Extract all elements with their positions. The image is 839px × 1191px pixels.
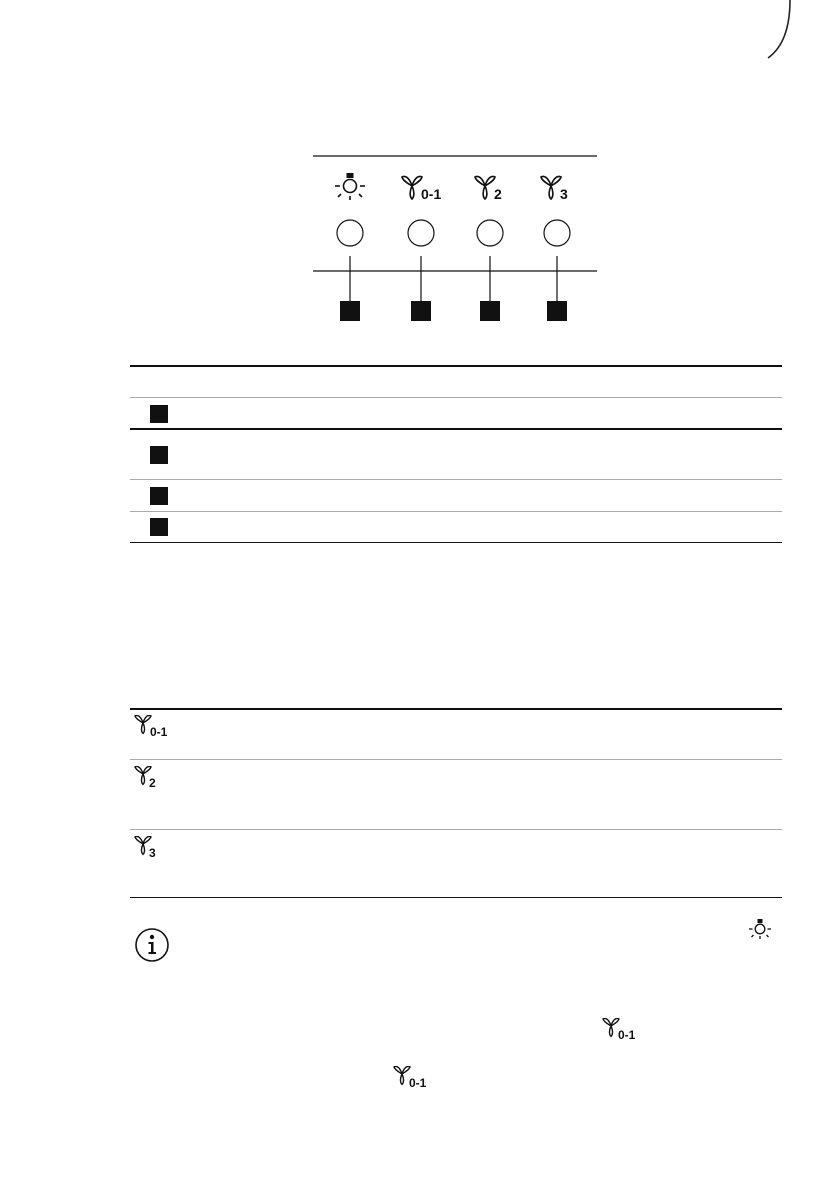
fan-sub-label: 0-1	[618, 1028, 636, 1042]
callout-square	[411, 301, 431, 321]
table-row-separator	[130, 479, 782, 480]
table-row-separator	[130, 428, 782, 430]
fan-sub-label: 0-1	[150, 725, 168, 739]
info-icon	[134, 927, 170, 968]
table-row-marker	[150, 405, 168, 423]
table-row-separator	[130, 759, 782, 760]
fan-icon	[541, 176, 561, 199]
control-sub-label: 0-1	[421, 186, 442, 202]
fan-icon	[402, 176, 422, 199]
light-bulb-icon	[748, 916, 772, 945]
fan-speed-3-button[interactable]	[544, 220, 570, 246]
table-top-rule	[130, 708, 782, 710]
fan-sub-label: 3	[149, 846, 156, 860]
callout-square	[547, 301, 567, 321]
light-button[interactable]	[337, 220, 363, 246]
fan-speed-2-button[interactable]	[477, 220, 503, 246]
fan-icon	[475, 176, 495, 199]
fan-icon	[393, 1066, 433, 1095]
fan-speed-2-row-icon	[134, 766, 174, 790]
table-bottom-rule	[130, 897, 782, 898]
table-row-separator	[130, 511, 782, 512]
fan-speed-0-1-row-icon	[134, 715, 174, 739]
control-panel-diagram	[0, 0, 839, 340]
fan-sub-label: 0-1	[409, 1076, 427, 1090]
light-bulb-icon	[335, 173, 365, 200]
table-row-separator	[130, 829, 782, 830]
table-bottom-rule	[130, 542, 782, 543]
fan-speed-3-row-icon	[134, 836, 174, 860]
callout-square	[480, 301, 500, 321]
fan-sub-label: 2	[149, 776, 156, 790]
control-sub-label: 2	[494, 186, 502, 202]
control-sub-label: 3	[560, 186, 568, 202]
table-row-marker	[150, 446, 168, 464]
table-row-marker	[150, 487, 168, 505]
table-header-separator	[130, 397, 782, 398]
table-top-rule	[130, 365, 782, 367]
table-row-marker	[150, 518, 168, 536]
fan-icon	[135, 715, 151, 733]
fan-icon	[602, 1018, 642, 1047]
callout-square	[340, 301, 360, 321]
fan-speed-0-1-button[interactable]	[408, 220, 434, 246]
